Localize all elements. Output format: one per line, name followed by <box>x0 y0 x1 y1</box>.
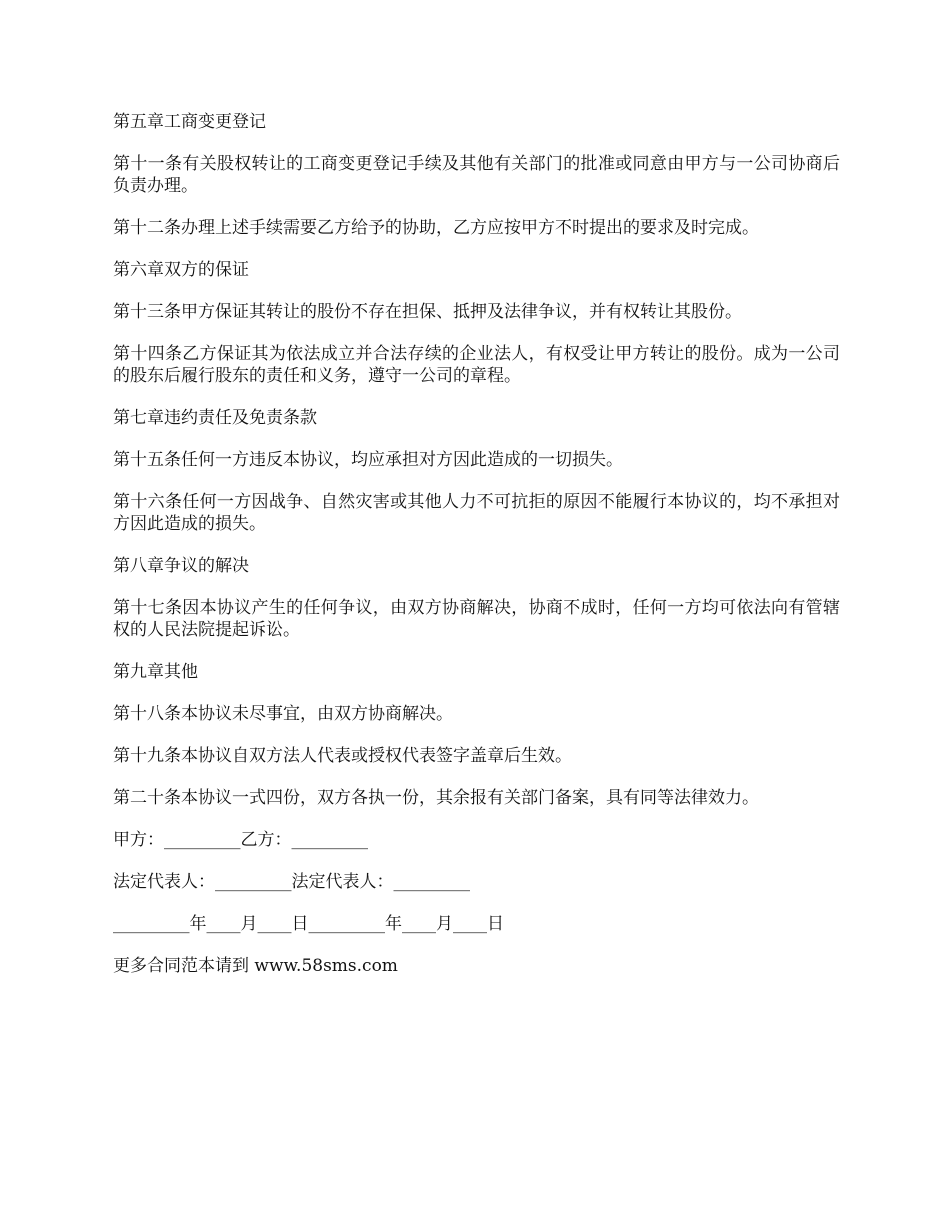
chapter-heading: 第八章争议的解决 <box>113 556 249 576</box>
footer-note: 更多合同范本请到 www.58sms.com <box>113 956 398 976</box>
clause-paragraph: 第十一条有关股权转让的工商变更登记手续及其他有关部门的批准或同意由甲方与一公司协商后负责办理。 <box>113 154 840 196</box>
clause-paragraph: 第十四条乙方保证其为依法成立并合法存续的企业法人，有权受让甲方转让的股份。成为一公司的股东后履行股东的责任和义务，遵守一公司的章程。 <box>113 344 840 386</box>
clause-paragraph: 第十八条本协议未尽事宜，由双方协商解决。 <box>113 704 453 724</box>
signature-line-parties: 甲方：_________乙方：_________ <box>113 830 368 850</box>
clause-paragraph: 第十九条本协议自双方法人代表或授权代表签字盖章后生效。 <box>113 746 572 766</box>
clause-paragraph: 第十七条因本协议产生的任何争议，由双方协商解决，协商不成时，任何一方均可依法向有管辖权的人民法院提起诉讼。 <box>113 598 840 640</box>
clause-paragraph: 第十三条甲方保证其转让的股份不存在担保、抵押及法律争议，并有权转让其股份。 <box>113 302 742 322</box>
clause-paragraph: 第十二条办理上述手续需要乙方给予的协助，乙方应按甲方不时提出的要求及时完成。 <box>113 218 759 238</box>
chapter-heading: 第九章其他 <box>113 662 198 682</box>
chapter-heading: 第五章工商变更登记 <box>113 112 266 132</box>
clause-paragraph: 第十五条任何一方违反本协议，均应承担对方因此造成的一切损失。 <box>113 450 623 470</box>
chapter-heading: 第六章双方的保证 <box>113 260 249 280</box>
clause-paragraph: 第二十条本协议一式四份，双方各执一份，其余报有关部门备案，具有同等法律效力。 <box>113 788 759 808</box>
clause-paragraph: 第十六条任何一方因战争、自然灾害或其他人力不可抗拒的原因不能履行本协议的，均不承担对方因此造成的损失。 <box>113 492 840 534</box>
signature-line-dates: _________年____月____日_________年____月____日 <box>113 914 504 934</box>
chapter-heading: 第七章违约责任及免责条款 <box>113 408 317 428</box>
document-body <box>113 111 840 997</box>
signature-line-representatives: 法定代表人：_________法定代表人：_________ <box>113 872 470 892</box>
